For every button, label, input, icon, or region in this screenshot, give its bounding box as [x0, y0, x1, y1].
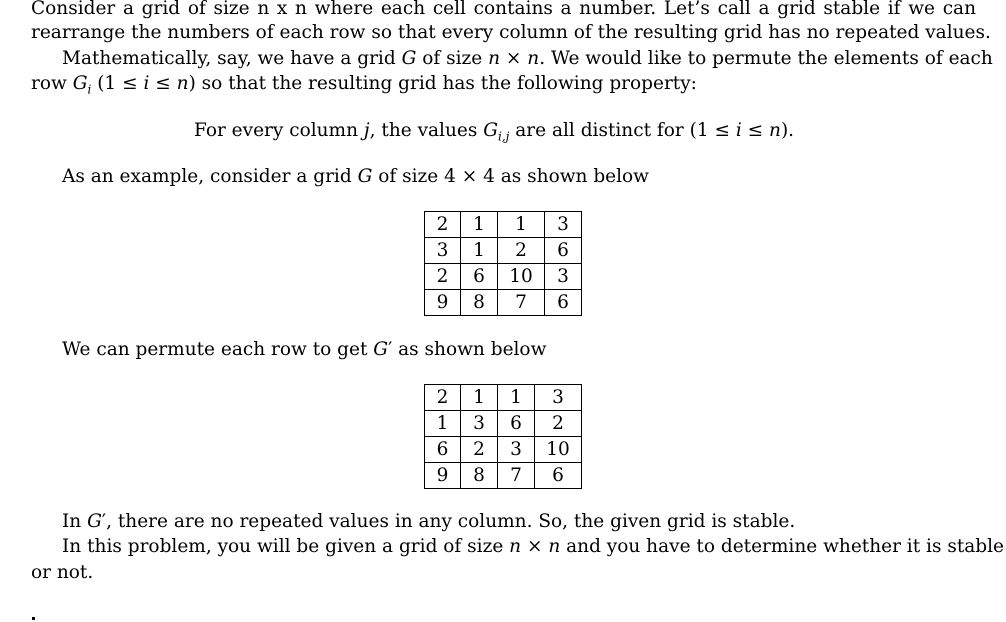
grid-cell: 2 — [425, 264, 461, 290]
grid-cell: 1 — [461, 212, 498, 238]
math-line-2 — [31, 73, 697, 101]
table-row — [425, 264, 582, 290]
table-row — [425, 463, 582, 489]
property-symbol-i: i — [735, 120, 742, 141]
permute-text: as shown below — [392, 339, 547, 360]
grid-cell: 7 — [498, 463, 535, 489]
grid-cell: 6 — [545, 238, 582, 264]
table-row — [425, 212, 582, 238]
permute-text: We can permute each row to get — [62, 339, 374, 360]
grid-cell: 1 — [498, 385, 535, 411]
math-symbol-G: G — [72, 73, 88, 94]
conclusion-sentence — [62, 511, 795, 533]
permute-symbol-G: G — [373, 339, 389, 360]
permute-prime: ′ — [388, 339, 393, 360]
permute-sentence — [62, 339, 546, 361]
math-symbol-G: G — [401, 48, 417, 69]
property-text: For every column — [194, 120, 364, 141]
example-text: As an example, consider a grid — [62, 166, 358, 187]
math-size: n × n — [488, 48, 540, 69]
example-text: of size 4 × 4 as shown below — [372, 166, 650, 187]
grid-cell: 1 — [461, 385, 498, 411]
grid-cell: 9 — [425, 290, 461, 316]
grid-cell: 1 — [425, 411, 461, 437]
task-line-1 — [62, 536, 1004, 558]
table-row — [425, 238, 582, 264]
grid-cell: 2 — [425, 212, 461, 238]
conclusion-prime: ′ — [101, 511, 107, 532]
property-text: ). — [780, 120, 795, 141]
conclusion-symbol-G: G — [87, 511, 102, 532]
grid-cell: 6 — [498, 411, 535, 437]
math-symbol-n: n — [176, 73, 189, 94]
grid-cell: 3 — [498, 437, 535, 463]
grid-cell: 9 — [425, 463, 461, 489]
example-sentence — [62, 166, 649, 188]
grid-cell: 8 — [461, 290, 498, 316]
property-sub: i,j — [498, 129, 510, 144]
task-size: n × n — [509, 536, 561, 557]
grid-cell: 3 — [425, 238, 461, 264]
grid-cell: 10 — [535, 437, 582, 463]
table-row — [425, 437, 582, 463]
grid-cell: 2 — [461, 437, 498, 463]
property-symbol-n: n — [769, 120, 781, 141]
grid-cell: 7 — [498, 290, 545, 316]
grid-permuted — [424, 384, 582, 489]
task-text: and you have to determine whether it is stable — [560, 536, 1004, 557]
property-text: are all distinct for (1 ≤ — [509, 120, 736, 141]
grid-cell: 1 — [461, 238, 498, 264]
grid-cell: 2 — [535, 411, 582, 437]
grid-original — [424, 211, 582, 316]
grid-cell: 6 — [545, 290, 582, 316]
property-statement — [194, 120, 794, 148]
table-row — [425, 290, 582, 316]
table-row — [425, 385, 582, 411]
math-text: ≤ — [149, 73, 177, 94]
grid-cell: 6 — [425, 437, 461, 463]
intro-line-1: Consider a grid of size n x n where each cell contains a number. Let’s call a grid stable if we can — [31, 0, 976, 19]
property-text: ≤ — [741, 120, 770, 141]
grid-cell: 3 — [535, 385, 582, 411]
grid-cell: 8 — [461, 463, 498, 489]
grid-cell: 2 — [498, 238, 545, 264]
math-text: of size — [416, 48, 489, 69]
table-row — [425, 411, 582, 437]
conclusion-text: In — [62, 511, 88, 532]
grid-cell: 3 — [545, 212, 582, 238]
property-symbol-G: G — [483, 120, 498, 141]
math-text: row — [31, 73, 73, 94]
grid-cell: 3 — [461, 411, 498, 437]
property-symbol-j: j — [363, 120, 370, 141]
task-line-2: or not. — [31, 562, 94, 583]
math-text: Mathematically, say, we have a grid — [62, 48, 402, 69]
task-text: In this problem, you will be given a grid of size — [62, 536, 510, 557]
property-text: , the values — [369, 120, 484, 141]
intro-line-2: rearrange the numbers of each row so that every column of the resulting grid has no repeated values. — [31, 22, 991, 43]
grid-cell: 6 — [535, 463, 582, 489]
grid-cell: 1 — [498, 212, 545, 238]
math-text: (1 ≤ — [91, 73, 144, 94]
grid-cell: 10 — [498, 264, 545, 290]
grid-cell: 2 — [425, 385, 461, 411]
math-text: ) so that the resulting grid has the following property: — [188, 73, 697, 94]
math-symbol-i: i — [143, 73, 150, 94]
grid-cell: 6 — [461, 264, 498, 290]
stray-mark — [32, 617, 35, 620]
grid-cell: 3 — [545, 264, 582, 290]
example-symbol-G: G — [357, 166, 373, 187]
math-sub-i: i — [87, 82, 92, 97]
math-line-1 — [62, 48, 993, 70]
conclusion-text: , there are no repeated values in any column. So, the given grid is stable. — [106, 511, 796, 532]
math-text: . We would like to permute the elements of each — [539, 48, 993, 69]
